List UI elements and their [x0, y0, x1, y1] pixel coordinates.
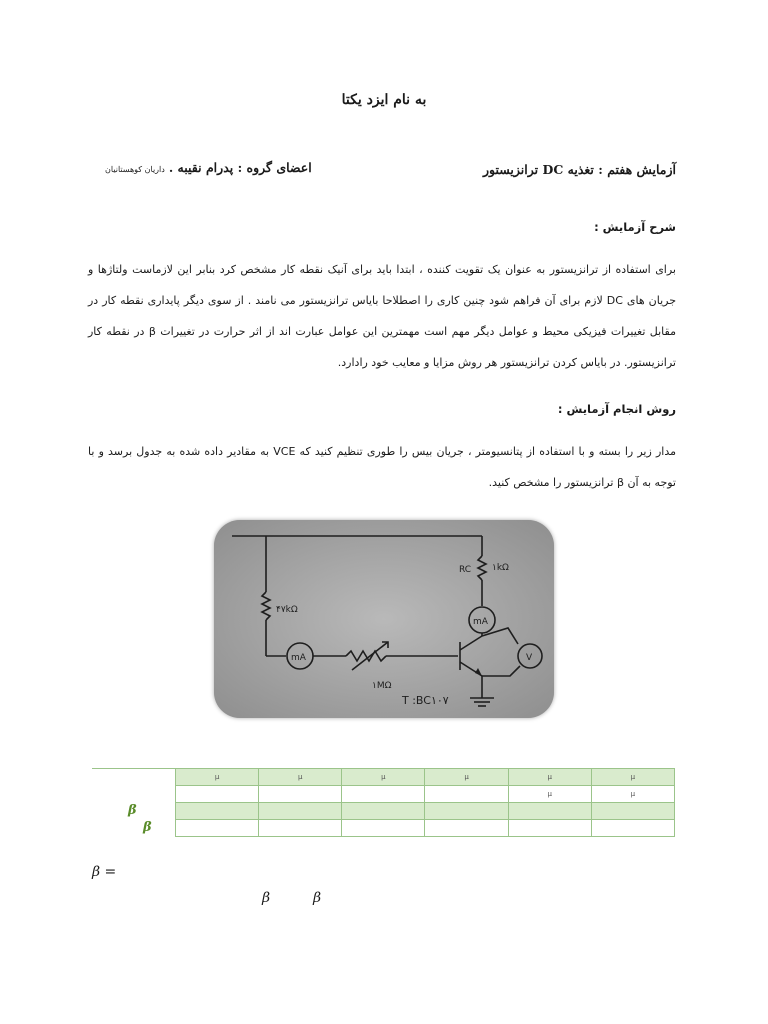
rc-value: ۱kΩ — [492, 563, 509, 573]
table-row — [176, 769, 675, 786]
rc-label: RC — [459, 565, 472, 575]
circuit-photo — [214, 520, 554, 718]
table-cell: µ — [591, 786, 674, 803]
table-top-line — [92, 768, 176, 769]
table-cell — [591, 820, 674, 837]
table-cell — [425, 786, 508, 803]
table-beta-label-1: β — [128, 803, 137, 818]
voltmeter-label: V — [526, 653, 533, 663]
table-cell — [259, 786, 342, 803]
ammeter-collector-label: mA — [473, 617, 488, 627]
experiment-title: آزمایش هفتم : تغذیه DC ترانزیستور — [483, 162, 676, 177]
rb-value: ۴۷kΩ — [276, 605, 298, 615]
description-heading: شرح آزمایش : — [594, 220, 676, 234]
table-cell — [591, 803, 674, 820]
table-row — [176, 786, 675, 803]
group-members-small: داریان کوهستانیان — [105, 165, 165, 174]
table-cell: µ — [508, 769, 591, 786]
table-cell: µ — [591, 769, 674, 786]
table-cell: µ — [425, 769, 508, 786]
table-cell — [425, 803, 508, 820]
table-cell — [508, 820, 591, 837]
table-cell — [342, 803, 425, 820]
beta-equation: β = — [92, 864, 117, 880]
description-paragraph: برای استفاده از ترانزیستور به عنوان یک تقویت کننده ، ابتدا باید برای آنیک نقطه کار مشخص کرد بنابر این لازماست ولتاژها و جریان های DC لازم برای آن فراهم شود چنین کاری را اصطلاحا بایاس ترانزیستور می نامند . از سوی دیگر پایداری نقطه کار در مقابل تغییرات فیزیکی محیط و عوامل دیگر مهم است مهمترین این عوامل عبارت اند از اثر حرارت در تغییرات β در نقطه کار ترانزیستور. در بایاس کردن ترانزیستور هر روش مزایا و معایب خود رادارد. — [88, 263, 677, 369]
pot-value: ۱MΩ — [372, 681, 392, 691]
circuit-diagram — [214, 520, 554, 718]
procedure-paragraph: مدار زیر را بسته و با استفاده از پتانسیومتر ، جریان بیس را طوری تنظیم کنید که VCE به مقادیر داده شده به جدول برسد و با توجه به آن β ترانزیستور را مشخص کنید. — [88, 445, 676, 489]
table-cell — [259, 803, 342, 820]
table-cell — [508, 803, 591, 820]
table-cell — [342, 820, 425, 837]
table-cell: µ — [176, 769, 259, 786]
group-members-label: اعضای گروه : پدرام نقیبه . — [168, 160, 312, 175]
page-title: به نام ایزد یکتا — [341, 92, 427, 108]
beta-symbol-1: β — [262, 890, 271, 906]
table-cell: µ — [259, 769, 342, 786]
table-cell: µ — [342, 769, 425, 786]
table-row — [176, 803, 675, 820]
table-beta-label-2: β — [143, 820, 152, 835]
beta-symbol-2: β — [313, 890, 322, 906]
transistor-label: T :BC۱۰۷ — [402, 694, 449, 707]
table-cell — [176, 786, 259, 803]
table-cell — [259, 820, 342, 837]
table-cell — [342, 786, 425, 803]
table-cell — [176, 820, 259, 837]
procedure-heading: روش انجام آزمایش : — [557, 402, 676, 416]
ammeter-base-label: mA — [291, 653, 306, 663]
table-cell — [176, 803, 259, 820]
table-cell — [425, 820, 508, 837]
table-row — [176, 820, 675, 837]
data-table — [175, 768, 675, 837]
table-cell: µ — [508, 786, 591, 803]
group-members — [105, 160, 312, 175]
